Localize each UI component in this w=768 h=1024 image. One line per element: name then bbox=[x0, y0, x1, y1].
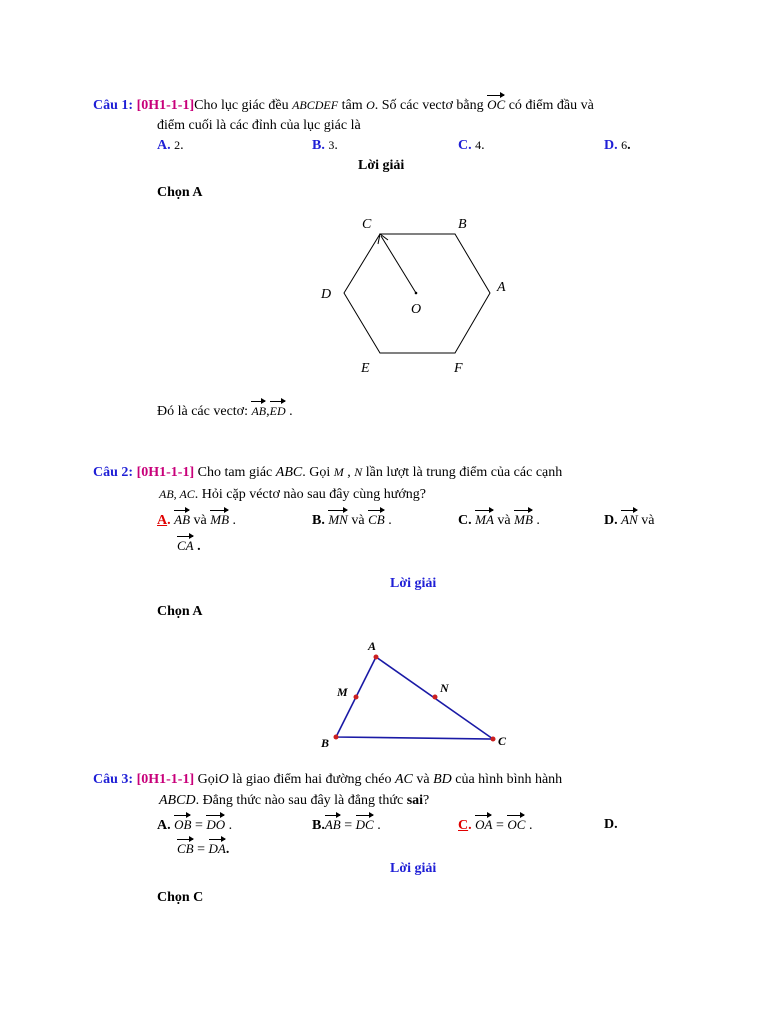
q1-text-a: Cho lục giác đều bbox=[194, 98, 289, 113]
triangle-shape bbox=[336, 657, 493, 739]
q1-vector-oc: OC bbox=[487, 97, 506, 112]
point-n bbox=[433, 695, 438, 700]
q1-option-a-value: 2 bbox=[174, 138, 181, 152]
q2-option-c-v2: MB bbox=[514, 512, 533, 527]
q3-option-b-rhs: DC bbox=[355, 817, 374, 832]
q2-n: N bbox=[354, 465, 363, 479]
q2-text-d: . Hỏi cặp véctơ nào sau đây cùng hướng? bbox=[194, 487, 426, 502]
q3-option-d-letter: D. bbox=[604, 817, 618, 832]
q3-text-a: Gọi bbox=[197, 772, 219, 787]
q1-option-b-suffix: . bbox=[334, 138, 338, 153]
q1-option-c-value: 4 bbox=[475, 138, 482, 152]
q3-line1 bbox=[93, 771, 562, 789]
q1-option-d-letter: D. bbox=[604, 138, 618, 153]
q2-triangle: ABC bbox=[275, 465, 303, 480]
q3-shape: ABCD bbox=[159, 793, 196, 808]
q3-o: O bbox=[218, 772, 229, 787]
q2-option-a-conj: và bbox=[193, 513, 207, 528]
q3-option-a: A. OB = DO . bbox=[157, 817, 233, 833]
label-c: C bbox=[498, 734, 507, 748]
q1-text-d: có điểm đầu và bbox=[508, 98, 594, 113]
q2-line2 bbox=[159, 485, 426, 504]
q2-choose: Chọn A bbox=[157, 604, 203, 619]
q1-option-d bbox=[604, 136, 631, 155]
hexagon-shape bbox=[344, 234, 490, 353]
label-m: M bbox=[337, 685, 348, 699]
q1-shape: ABCDEF bbox=[292, 98, 339, 112]
label-o: O bbox=[411, 302, 422, 317]
point-a bbox=[374, 655, 379, 660]
center-point bbox=[415, 292, 418, 295]
q3-bd: BD bbox=[433, 772, 452, 787]
q2-option-d-conj: và bbox=[641, 513, 655, 528]
q2-option-b-v1: MN bbox=[328, 512, 348, 527]
q2-m: M bbox=[333, 465, 344, 479]
label-a: A bbox=[368, 639, 377, 653]
q3-option-a-letter: A. bbox=[157, 818, 171, 833]
q3-option-c-rhs: OC bbox=[507, 817, 526, 832]
q2-line1: Câu 2: [0H1-1-1] Cho tam giác ABC. Gọi M , N lần lượt là trung điểm của các cạnh bbox=[93, 465, 563, 480]
q3-label: Câu 3: bbox=[93, 772, 134, 787]
q3-code: [0H1-1-1] bbox=[136, 772, 195, 787]
q2-text-c: lần lượt là trung điểm của các cạnh bbox=[365, 465, 563, 480]
q2-label: Câu 2: bbox=[93, 465, 134, 480]
q2-option-b-v2: CB bbox=[368, 512, 385, 527]
q3-qmark: ? bbox=[423, 793, 430, 808]
q2-option-a-v2: MB bbox=[210, 512, 230, 527]
vector-oc-line bbox=[381, 236, 416, 293]
label-a: A bbox=[497, 280, 506, 295]
q1-option-d-suffix: . bbox=[627, 138, 631, 153]
q1-option-c bbox=[458, 136, 485, 155]
q2-option-b: B. MN và CB . bbox=[312, 512, 392, 528]
q1-answer-text: Đó là các vectơ: bbox=[157, 404, 248, 419]
q1-option-b bbox=[312, 136, 338, 155]
q2-option-c: C. MA và MB . bbox=[458, 512, 540, 528]
q1-text-b: tâm bbox=[341, 98, 363, 113]
q2-code: [0H1-1-1] bbox=[136, 465, 195, 480]
q1-option-a-suffix: . bbox=[180, 138, 184, 153]
q3-text-c: của hình bình hành bbox=[455, 772, 563, 787]
q3-option-b-lhs: AB bbox=[324, 817, 341, 832]
label-c: C bbox=[362, 217, 372, 232]
q1-text-c: . Số các vectơ bằng bbox=[374, 98, 484, 113]
q3-line2 bbox=[159, 792, 429, 810]
q1-option-b-value: 3 bbox=[328, 138, 335, 152]
q2-option-d-cont: CA . bbox=[177, 538, 201, 554]
q1-solution-title: Lời giải bbox=[358, 158, 405, 173]
q2-solution-title: Lời giải bbox=[390, 576, 437, 591]
q3-sai: sai bbox=[406, 793, 424, 808]
q3-conj: và bbox=[416, 772, 430, 787]
q1-line2: điểm cuối là các đỉnh của lục giác là bbox=[157, 118, 361, 133]
q1-option-b-letter: B. bbox=[312, 138, 325, 153]
q3-option-c-lhs: OA bbox=[475, 817, 493, 832]
q3-option-d bbox=[604, 816, 618, 834]
q3-ac: AC bbox=[394, 772, 413, 787]
label-b: B bbox=[321, 736, 330, 750]
q3-option-b-letter: B. bbox=[312, 818, 325, 833]
q2-sides: AB, AC bbox=[159, 487, 195, 501]
q1-option-d-value: 6 bbox=[621, 138, 628, 152]
q2-option-a-letter: A bbox=[157, 513, 168, 528]
point-m bbox=[354, 695, 359, 700]
q1-line1 bbox=[93, 96, 594, 115]
q3-option-b: B.AB = DC . bbox=[312, 817, 381, 833]
label-f: F bbox=[454, 361, 463, 376]
q2-option-b-conj: và bbox=[351, 513, 365, 528]
q2-option-b-letter: B. bbox=[312, 513, 325, 528]
q3-option-d-rhs: DA bbox=[208, 841, 226, 856]
label-b: B bbox=[458, 217, 467, 232]
q2-text-b: . Gọi bbox=[302, 465, 331, 480]
vector-oc-arrowhead bbox=[378, 234, 388, 244]
label-d: D bbox=[321, 287, 332, 302]
q3-option-a-rhs: DO bbox=[206, 817, 226, 832]
q2-option-d-v1: AN bbox=[621, 512, 638, 527]
q2-option-d-letter: D. bbox=[604, 513, 618, 528]
q2-text-a: Cho tam giác bbox=[197, 465, 273, 480]
q1-option-a bbox=[157, 136, 184, 155]
q1-code: [0H1-1-1] bbox=[136, 98, 195, 113]
q1-option-c-suffix: . bbox=[481, 138, 485, 153]
q2-option-c-v1: MA bbox=[475, 512, 494, 527]
q3-option-d-cont: CB = DA. bbox=[177, 841, 230, 857]
label-n: N bbox=[440, 681, 449, 695]
point-c bbox=[491, 737, 496, 742]
q1-option-a-letter: A. bbox=[157, 138, 171, 153]
q3-text-b: là giao điểm hai đường chéo bbox=[232, 772, 392, 787]
q2-option-a-v1: AB bbox=[174, 512, 191, 527]
q1-choose: Chọn A bbox=[157, 185, 203, 200]
label-e: E bbox=[361, 361, 370, 376]
q3-option-c-letter: C bbox=[458, 818, 469, 833]
q3-option-d-lhs: CB bbox=[177, 841, 194, 856]
q2-option-a: A. AB và MB . bbox=[157, 512, 237, 528]
q3-choose: Chọn C bbox=[157, 890, 204, 905]
point-b bbox=[334, 735, 339, 740]
q2-option-d bbox=[604, 511, 654, 530]
q2-option-c-conj: và bbox=[497, 513, 511, 528]
q2-option-d-v2: CA bbox=[177, 538, 194, 553]
q1-center: O bbox=[366, 98, 375, 112]
q1-label: Câu 1: bbox=[93, 98, 134, 113]
q1-answer: Đó là các vectơ: AB,ED . bbox=[157, 404, 293, 419]
q1-answer-vector-ed: ED bbox=[269, 404, 286, 418]
q2-option-c-letter: C. bbox=[458, 513, 472, 528]
q3-text-d: . Đẳng thức nào sau đây là đẳng thức bbox=[195, 793, 404, 808]
q1-answer-vector-ab: AB bbox=[251, 404, 267, 418]
q3-option-a-lhs: OB bbox=[174, 817, 192, 832]
q3-solution-title: Lời giải bbox=[390, 861, 437, 876]
q1-option-c-letter: C. bbox=[458, 138, 472, 153]
q3-option-c: C. OA = OC . bbox=[458, 817, 533, 833]
